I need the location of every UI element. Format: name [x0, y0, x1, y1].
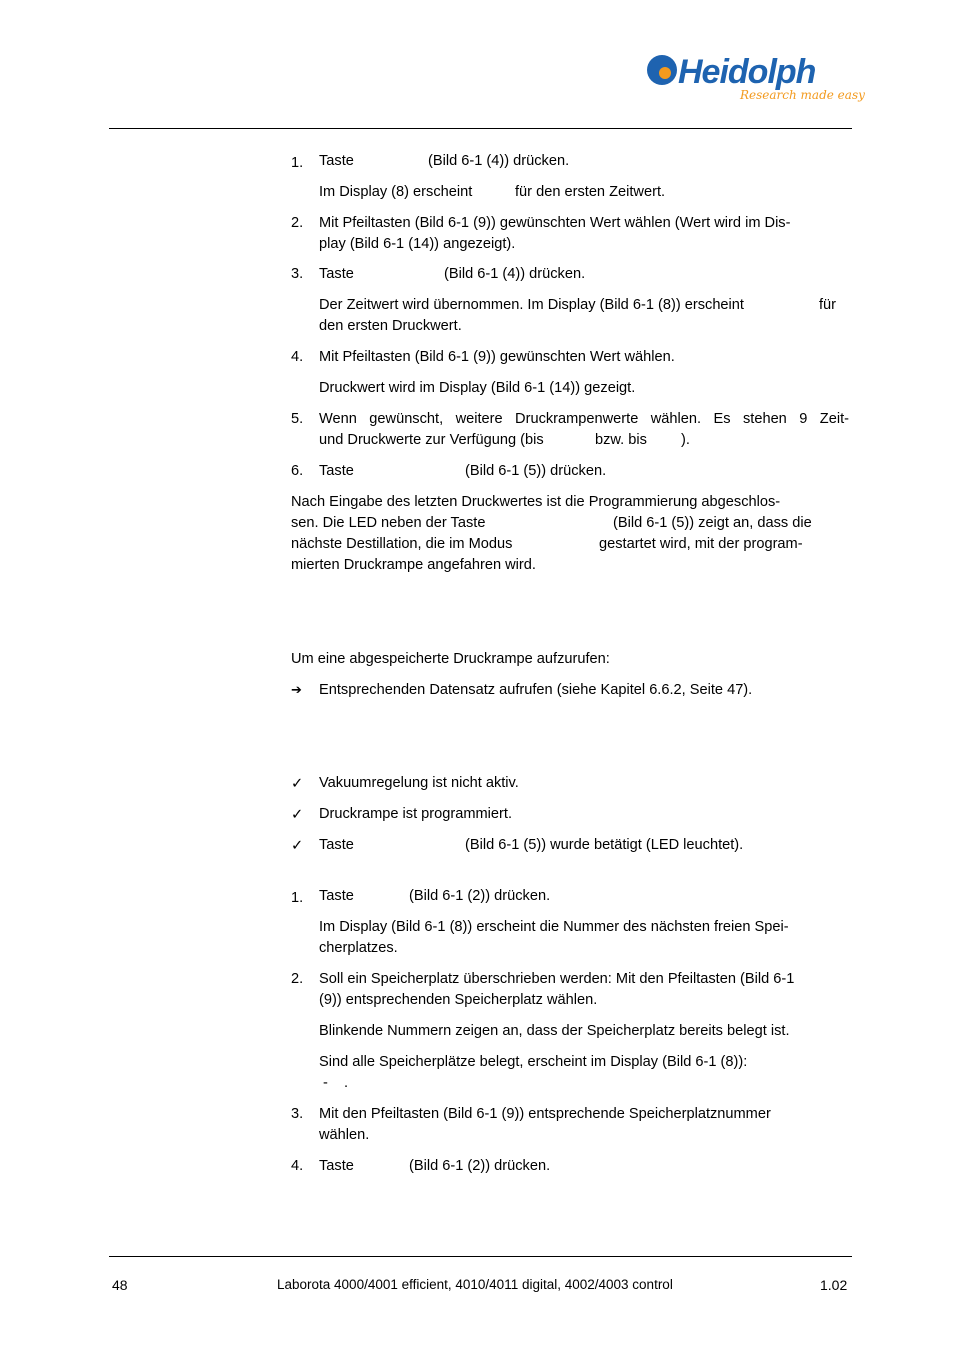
step-note: Sind alle Speicherplätze belegt, erscheint im Display (Bild 6-1 (8)): [319, 1054, 748, 1070]
step-number: 5. [291, 411, 304, 427]
step-text: Mit Pfeiltasten (Bild 6-1 (9)) gewünschten Wert wählen (Wert wird im Dis- [319, 215, 791, 231]
step-note: Im Display (Bild 6-1 (8)) erscheint die Nummer des nächsten freien Spei- [319, 919, 789, 935]
logo-slogan: Research made easy [740, 88, 865, 102]
step-text: (Bild 6-1 (2)) drücken. [409, 888, 551, 904]
prerequisite-text: Druckrampe ist programmiert. [319, 806, 513, 822]
footer-title: Laborota 4000/4001 efficient, 4010/4011 digital, 4002/4003 control [277, 1277, 673, 1292]
page-number: 48 [112, 1277, 128, 1293]
heidolph-logo [644, 52, 865, 114]
step-text: ). [681, 432, 690, 448]
paragraph-line: Nach Eingabe des letzten Druckwertes ist die Programmierung abgeschlos- [291, 494, 781, 510]
step-text: Taste [319, 266, 354, 282]
prerequisite-text: Vakuumregelung ist nicht aktiv. [319, 775, 519, 791]
step-text: Taste [319, 1158, 354, 1174]
step-number: 4. [291, 349, 304, 365]
step-note: für den ersten Zeitwert. [515, 184, 666, 200]
step-note: Blinkende Nummern zeigen an, dass der Speicherplatz bereits belegt ist. [319, 1023, 790, 1039]
step-number: 2. [291, 971, 304, 987]
logo-wordmark: Heidolph [678, 53, 816, 91]
paragraph-line: sen. Die LED neben der Taste [291, 515, 486, 531]
step-text: Taste [319, 463, 354, 479]
action-text: Entsprechenden Datensatz aufrufen (siehe Kapitel 6.6.2, Seite 47). [319, 682, 753, 698]
step-note: den ersten Druckwert. [319, 318, 462, 334]
check-icon: ✓ [291, 837, 304, 854]
step-text: Soll ein Speicherplatz überschrieben werden: Mit den Pfeiltasten (Bild 6-1 [319, 971, 795, 987]
paragraph-line: nächste Destillation, die im Modus [291, 536, 513, 552]
step-number: 1. [291, 155, 304, 171]
prerequisite-text: (Bild 6-1 (5)) wurde betätigt (LED leuchtet). [465, 837, 744, 853]
step-text: Wenn gewünscht, weitere Druckrampenwerte wählen. Es stehen 9 Zeit- [319, 411, 849, 427]
step-note: für [819, 297, 837, 313]
step-text: Mit den Pfeiltasten (Bild 6-1 (9)) entsprechende Speicherplatznummer [319, 1106, 771, 1122]
step-number: 3. [291, 1106, 304, 1122]
step-number: 2. [291, 215, 304, 231]
step-text: wählen. [319, 1127, 370, 1143]
step-text: Taste [319, 888, 354, 904]
step-text: (Bild 6-1 (4)) drücken. [428, 153, 570, 169]
step-text: (Bild 6-1 (4)) drücken. [444, 266, 586, 282]
step-note: Im Display (8) erscheint [319, 184, 473, 200]
header-rule [109, 128, 852, 129]
step-text: Taste [319, 153, 354, 169]
step-number: 1. [291, 890, 304, 906]
footer-version: 1.02 [820, 1277, 848, 1293]
paragraph-line: Um eine abgespeicherte Druckrampe aufzurufen: [291, 651, 610, 667]
step-text: Mit Pfeiltasten (Bild 6-1 (9)) gewünschten Wert wählen. [319, 349, 675, 365]
step-text: (Bild 6-1 (2)) drücken. [409, 1158, 551, 1174]
prerequisite-text: Taste [319, 837, 354, 853]
step-number: 4. [291, 1158, 304, 1174]
step-note: . [344, 1075, 349, 1091]
step-text: play (Bild 6-1 (14)) angezeigt). [319, 236, 516, 252]
step-note: cherplatzes. [319, 940, 398, 956]
step-number: 6. [291, 463, 304, 479]
step-note: Druckwert wird im Display (Bild 6-1 (14)) gezeigt. [319, 380, 636, 396]
step-text: und Druckwerte zur Verfügung (bis [319, 432, 544, 448]
step-text: (Bild 6-1 (5)) drücken. [465, 463, 607, 479]
paragraph-line: (Bild 6-1 (5)) zeigt an, dass die [613, 515, 812, 531]
step-number: 3. [291, 266, 304, 282]
logo-circle-icon [647, 55, 677, 85]
paragraph-line: mierten Druckrampe angefahren wird. [291, 557, 536, 573]
paragraph-line: gestartet wird, mit der program- [599, 536, 803, 552]
step-note: - [323, 1075, 328, 1091]
arrow-right-icon: ➔ [291, 683, 302, 698]
check-icon: ✓ [291, 775, 304, 792]
footer-rule [109, 1256, 852, 1257]
check-icon: ✓ [291, 806, 304, 823]
step-note: Der Zeitwert wird übernommen. Im Display (Bild 6-1 (8)) erscheint [319, 297, 744, 313]
step-text: (9)) entsprechenden Speicherplatz wählen. [319, 992, 598, 1008]
step-text: bzw. bis [595, 432, 647, 448]
